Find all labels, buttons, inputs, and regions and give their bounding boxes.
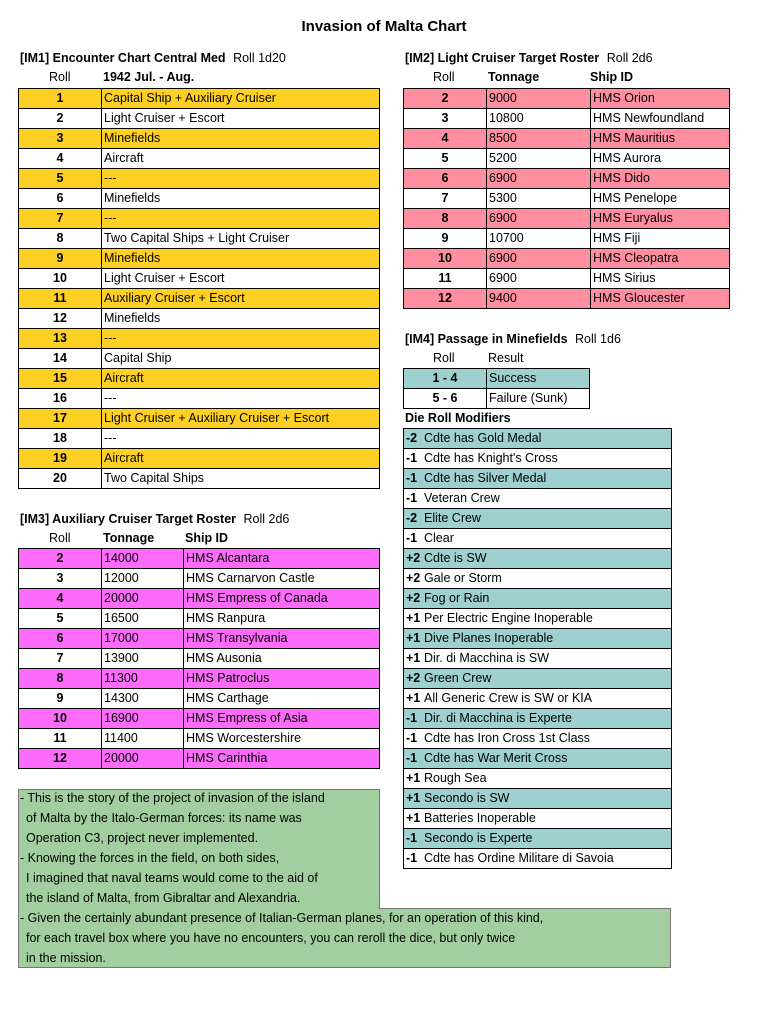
tonnage-cell: 16900	[102, 709, 184, 729]
tonnage-cell: 10800	[487, 109, 591, 129]
modifier-label: Secondo is SW	[424, 791, 510, 805]
ship-cell: HMS Gloucester	[591, 289, 730, 309]
table-row	[404, 629, 672, 649]
result-cell: Failure (Sunk)	[487, 389, 590, 409]
roll-cell: 17	[19, 409, 102, 429]
im4-table	[403, 368, 590, 409]
table-row	[404, 229, 730, 249]
table-row	[404, 689, 672, 709]
roll-cell: 9	[19, 249, 102, 269]
modifier-label: Cdte has Iron Cross 1st Class	[424, 731, 591, 745]
result-cell: Success	[487, 369, 590, 389]
table-row	[19, 409, 380, 429]
table-row	[19, 309, 380, 329]
tonnage-cell: 17000	[102, 629, 184, 649]
ship-cell: HMS Worcestershire	[184, 729, 380, 749]
table-row	[404, 289, 730, 309]
ship-cell: HMS Ranpura	[184, 609, 380, 629]
ship-cell: HMS Alcantara	[184, 549, 380, 569]
modifier-value: +2	[406, 591, 421, 605]
roll-cell: 11	[19, 289, 102, 309]
ship-cell: HMS Euryalus	[591, 209, 730, 229]
encounter-cell: Light Cruiser + Auxiliary Cruiser + Escort	[102, 409, 380, 429]
roll-cell: 3	[19, 129, 102, 149]
roll-cell: 6	[19, 189, 102, 209]
table-row	[19, 689, 380, 709]
roll-cell: 3	[19, 569, 102, 589]
modifier-label: Cdte has Knight's Cross	[424, 451, 558, 465]
tonnage-cell: 12000	[102, 569, 184, 589]
modifier-cell	[404, 589, 672, 609]
roll-cell: 2	[19, 109, 102, 129]
modifier-value: +2	[406, 551, 421, 565]
ship-cell: HMS Patroclus	[184, 669, 380, 689]
modifier-label: Dive Planes Inoperable	[424, 631, 554, 645]
im3-col-tonnage: Tonnage	[103, 531, 155, 545]
im1-roll: Roll 1d20	[233, 51, 286, 65]
tonnage-cell: 5200	[487, 149, 591, 169]
modifier-cell	[404, 749, 672, 769]
im3-table	[18, 548, 380, 769]
table-row	[19, 129, 380, 149]
modifier-cell	[404, 629, 672, 649]
table-row	[19, 289, 380, 309]
table-row	[19, 329, 380, 349]
table-row	[404, 649, 672, 669]
table-row	[19, 169, 380, 189]
table-row	[19, 589, 380, 609]
ship-cell: HMS Fiji	[591, 229, 730, 249]
tonnage-cell: 20000	[102, 589, 184, 609]
table-row	[404, 429, 672, 449]
ship-cell: HMS Cleopatra	[591, 249, 730, 269]
table-row	[404, 469, 672, 489]
table-row	[404, 389, 590, 409]
table-row	[19, 109, 380, 129]
roll-cell: 4	[19, 589, 102, 609]
modifier-cell	[404, 429, 672, 449]
im2-col-tonnage: Tonnage	[488, 70, 540, 84]
tonnage-cell: 6900	[487, 269, 591, 289]
story-line: - This is the story of the project of invasion of the island	[20, 791, 325, 805]
roll-cell: 12	[19, 309, 102, 329]
tonnage-cell: 8500	[487, 129, 591, 149]
tonnage-cell: 11300	[102, 669, 184, 689]
ship-cell: HMS Transylvania	[184, 629, 380, 649]
modifier-cell	[404, 489, 672, 509]
modifier-value: +2	[406, 571, 421, 585]
modifier-value: -2	[406, 431, 418, 445]
tonnage-cell: 6900	[487, 249, 591, 269]
table-row	[19, 249, 380, 269]
ship-cell: HMS Aurora	[591, 149, 730, 169]
encounter-cell: Minefields	[102, 249, 380, 269]
story-line: I imagined that naval teams would come to the aid of	[26, 871, 318, 885]
roll-cell: 1	[19, 89, 102, 109]
ship-cell: HMS Sirius	[591, 269, 730, 289]
roll-cell: 10	[404, 249, 487, 269]
table-row	[404, 609, 672, 629]
im4-col-roll: Roll	[433, 351, 455, 365]
modifier-value: +1	[406, 611, 421, 625]
story-line: of Malta by the Italo-German forces: its name was	[26, 811, 302, 825]
modifier-label: Batteries Inoperable	[424, 811, 536, 825]
table-row	[404, 589, 672, 609]
modifier-value: -1	[406, 851, 418, 865]
encounter-cell: Light Cruiser + Escort	[102, 269, 380, 289]
roll-cell: 10	[19, 709, 102, 729]
table-row	[19, 609, 380, 629]
table-row	[404, 249, 730, 269]
tonnage-cell: 5300	[487, 189, 591, 209]
modifier-label: Veteran Crew	[424, 491, 500, 505]
table-row	[19, 569, 380, 589]
tonnage-cell: 16500	[102, 609, 184, 629]
roll-cell: 7	[19, 649, 102, 669]
table-row	[404, 729, 672, 749]
im4-roll: Roll 1d6	[575, 332, 621, 346]
roll-cell: 15	[19, 369, 102, 389]
encounter-cell: ---	[102, 169, 380, 189]
encounter-cell: Minefields	[102, 189, 380, 209]
table-row	[404, 189, 730, 209]
roll-cell: 1 - 4	[404, 369, 487, 389]
ship-cell: HMS Mauritius	[591, 129, 730, 149]
im3-col-roll: Roll	[49, 531, 71, 545]
modifier-value: +1	[406, 811, 421, 825]
roll-cell: 3	[404, 109, 487, 129]
roll-cell: 5	[19, 169, 102, 189]
encounter-cell: Capital Ship + Auxiliary Cruiser	[102, 89, 380, 109]
table-row	[404, 449, 672, 469]
table-row	[404, 569, 672, 589]
modifier-value: +1	[406, 791, 421, 805]
modifier-cell	[404, 769, 672, 789]
story-line: for each travel box where you have no encounters, you can reroll the dice, but only twice	[26, 931, 516, 945]
table-row	[404, 849, 672, 869]
table-row	[404, 509, 672, 529]
table-row	[19, 229, 380, 249]
story-line: Operation C3, project never implemented.	[26, 831, 259, 845]
im1-table	[18, 88, 380, 489]
modifier-label: Cdte has Silver Medal	[424, 471, 547, 485]
modifier-label: Cdte has War Merit Cross	[424, 751, 568, 765]
table-row	[19, 89, 380, 109]
ship-cell: HMS Ausonia	[184, 649, 380, 669]
encounter-cell: ---	[102, 429, 380, 449]
roll-cell: 16	[19, 389, 102, 409]
im3-roll: Roll 2d6	[243, 512, 290, 526]
roll-cell: 10	[19, 269, 102, 289]
table-row	[404, 749, 672, 769]
table-row	[19, 749, 380, 769]
encounter-cell: ---	[102, 389, 380, 409]
table-row	[404, 789, 672, 809]
table-row	[404, 209, 730, 229]
encounter-cell: Minefields	[102, 309, 380, 329]
im1-col-roll: Roll	[49, 70, 71, 84]
im2-table	[403, 88, 730, 309]
encounter-cell: Aircraft	[102, 369, 380, 389]
roll-cell: 8	[19, 229, 102, 249]
tonnage-cell: 20000	[102, 749, 184, 769]
encounter-cell: Minefields	[102, 129, 380, 149]
table-row	[404, 129, 730, 149]
ship-cell: HMS Carinthia	[184, 749, 380, 769]
roll-cell: 9	[19, 689, 102, 709]
story-line: the island of Malta, from Gibraltar and Alexandria.	[26, 891, 301, 905]
modifier-label: Dir. di Macchina is SW	[424, 651, 550, 665]
im2-title: [IM2] Light Cruiser Target Roster	[405, 51, 600, 65]
ship-cell: HMS Newfoundland	[591, 109, 730, 129]
table-row	[19, 149, 380, 169]
table-row	[404, 829, 672, 849]
im2-col-ship: Ship ID	[590, 70, 634, 84]
table-row	[19, 729, 380, 749]
ship-cell: HMS Empress of Canada	[184, 589, 380, 609]
modifier-cell	[404, 789, 672, 809]
roll-cell: 20	[19, 469, 102, 489]
tonnage-cell: 11400	[102, 729, 184, 749]
table-row	[19, 269, 380, 289]
modifier-value: +1	[406, 691, 421, 705]
modifier-label: Green Crew	[424, 671, 492, 685]
table-row	[19, 669, 380, 689]
modifier-value: -1	[406, 471, 418, 485]
modifier-cell	[404, 689, 672, 709]
roll-cell: 13	[19, 329, 102, 349]
modifier-value: -1	[406, 731, 418, 745]
modifier-cell	[404, 549, 672, 569]
modifier-cell	[404, 649, 672, 669]
table-row	[404, 489, 672, 509]
tonnage-cell: 6900	[487, 209, 591, 229]
modifier-cell	[404, 529, 672, 549]
encounter-cell: ---	[102, 209, 380, 229]
modifier-value: -2	[406, 511, 418, 525]
modifier-cell	[404, 669, 672, 689]
table-row	[404, 169, 730, 189]
modifier-label: Cdte has Ordine Militare di Savoia	[424, 851, 614, 865]
modifier-value: -1	[406, 451, 418, 465]
modifier-cell	[404, 849, 672, 869]
modifier-label: Cdte is SW	[424, 551, 487, 565]
modifier-value: -1	[406, 531, 418, 545]
story-line: in the mission.	[26, 951, 106, 965]
roll-cell: 6	[19, 629, 102, 649]
roll-cell: 11	[19, 729, 102, 749]
modifier-cell	[404, 569, 672, 589]
ship-cell: HMS Carnarvon Castle	[184, 569, 380, 589]
modifiers-heading: Die Roll Modifiers	[405, 411, 511, 425]
encounter-cell: Auxiliary Cruiser + Escort	[102, 289, 380, 309]
modifier-value: -1	[406, 751, 418, 765]
roll-cell: 14	[19, 349, 102, 369]
modifier-cell	[404, 829, 672, 849]
roll-cell: 4	[404, 129, 487, 149]
tonnage-cell: 9000	[487, 89, 591, 109]
modifier-label: Cdte has Gold Medal	[424, 431, 542, 445]
table-row	[19, 389, 380, 409]
modifier-cell	[404, 729, 672, 749]
im4-header	[405, 332, 621, 346]
roll-cell: 12	[19, 749, 102, 769]
tonnage-cell: 14000	[102, 549, 184, 569]
modifier-label: Rough Sea	[424, 771, 487, 785]
tonnage-cell: 6900	[487, 169, 591, 189]
roll-cell: 6	[404, 169, 487, 189]
modifier-cell	[404, 709, 672, 729]
table-row	[19, 349, 380, 369]
table-row	[404, 269, 730, 289]
tonnage-cell: 13900	[102, 649, 184, 669]
roll-cell: 5	[404, 149, 487, 169]
modifier-value: -1	[406, 831, 418, 845]
encounter-cell: Capital Ship	[102, 349, 380, 369]
roll-cell: 9	[404, 229, 487, 249]
table-row	[19, 629, 380, 649]
story-line: - Given the certainly abundant presence of Italian-German planes, for an operation of this kind,	[20, 911, 544, 925]
roll-cell: 4	[19, 149, 102, 169]
roll-cell: 2	[404, 89, 487, 109]
roll-cell: 8	[19, 669, 102, 689]
modifier-value: +1	[406, 771, 421, 785]
modifier-cell	[404, 449, 672, 469]
ship-cell: HMS Orion	[591, 89, 730, 109]
table-row	[19, 449, 380, 469]
modifier-value: +2	[406, 671, 421, 685]
im2-roll: Roll 2d6	[606, 51, 653, 65]
table-row	[404, 709, 672, 729]
roll-cell: 7	[19, 209, 102, 229]
modifier-label: Clear	[424, 531, 454, 545]
roll-cell: 7	[404, 189, 487, 209]
im1-header	[20, 51, 286, 65]
table-row	[19, 549, 380, 569]
table-row	[19, 469, 380, 489]
encounter-cell: Aircraft	[102, 449, 380, 469]
table-row	[404, 369, 590, 389]
table-row	[404, 809, 672, 829]
story-line: - Knowing the forces in the field, on both sides,	[20, 851, 280, 865]
modifier-value: -1	[406, 491, 418, 505]
modifier-label: Fog or Rain	[424, 591, 490, 605]
table-row	[404, 529, 672, 549]
im3-title: [IM3] Auxiliary Cruiser Target Roster	[20, 512, 237, 526]
roll-cell: 2	[19, 549, 102, 569]
table-row	[19, 649, 380, 669]
table-row	[19, 429, 380, 449]
tonnage-cell: 14300	[102, 689, 184, 709]
table-row	[404, 149, 730, 169]
page-title: Invasion of Malta Chart	[301, 18, 467, 35]
modifier-label: All Generic Crew is SW or KIA	[424, 691, 593, 705]
encounter-cell: Aircraft	[102, 149, 380, 169]
modifier-cell	[404, 509, 672, 529]
table-row	[19, 209, 380, 229]
roll-cell: 5 - 6	[404, 389, 487, 409]
tonnage-cell: 9400	[487, 289, 591, 309]
ship-cell: HMS Carthage	[184, 689, 380, 709]
modifier-value: +1	[406, 651, 421, 665]
table-row	[404, 109, 730, 129]
table-row	[404, 549, 672, 569]
tonnage-cell: 10700	[487, 229, 591, 249]
modifier-cell	[404, 469, 672, 489]
encounter-cell: Two Capital Ships	[102, 469, 380, 489]
encounter-cell: Two Capital Ships + Light Cruiser	[102, 229, 380, 249]
im4-title: [IM4] Passage in Minefields	[405, 332, 568, 346]
im4-col-result: Result	[488, 351, 524, 365]
ship-cell: HMS Dido	[591, 169, 730, 189]
modifier-label: Gale or Storm	[424, 571, 502, 585]
encounter-cell: ---	[102, 329, 380, 349]
table-row	[404, 769, 672, 789]
modifier-label: Elite Crew	[424, 511, 481, 525]
im2-header	[405, 51, 653, 65]
roll-cell: 12	[404, 289, 487, 309]
roll-cell: 5	[19, 609, 102, 629]
im3-col-ship: Ship ID	[185, 531, 229, 545]
encounter-cell: Light Cruiser + Escort	[102, 109, 380, 129]
im1-title: [IM1] Encounter Chart Central Med	[20, 51, 226, 65]
table-row	[19, 189, 380, 209]
table-row	[404, 89, 730, 109]
table-row	[19, 369, 380, 389]
roll-cell: 19	[19, 449, 102, 469]
im2-col-roll: Roll	[433, 70, 455, 84]
roll-cell: 11	[404, 269, 487, 289]
modifier-cell	[404, 609, 672, 629]
modifier-label: Dir. di Macchina is Experte	[424, 711, 572, 725]
table-row	[19, 709, 380, 729]
modifier-label: Secondo is Experte	[424, 831, 533, 845]
modifier-cell	[404, 809, 672, 829]
ship-cell: HMS Empress of Asia	[184, 709, 380, 729]
table-row	[404, 669, 672, 689]
im3-header	[20, 512, 289, 526]
modifier-label: Per Electric Engine Inoperable	[424, 611, 593, 625]
modifier-value: +1	[406, 631, 421, 645]
roll-cell: 8	[404, 209, 487, 229]
modifier-value: -1	[406, 711, 418, 725]
roll-cell: 18	[19, 429, 102, 449]
im1-col-period: 1942 Jul. - Aug.	[103, 70, 195, 84]
ship-cell: HMS Penelope	[591, 189, 730, 209]
modifiers-table	[403, 428, 672, 869]
